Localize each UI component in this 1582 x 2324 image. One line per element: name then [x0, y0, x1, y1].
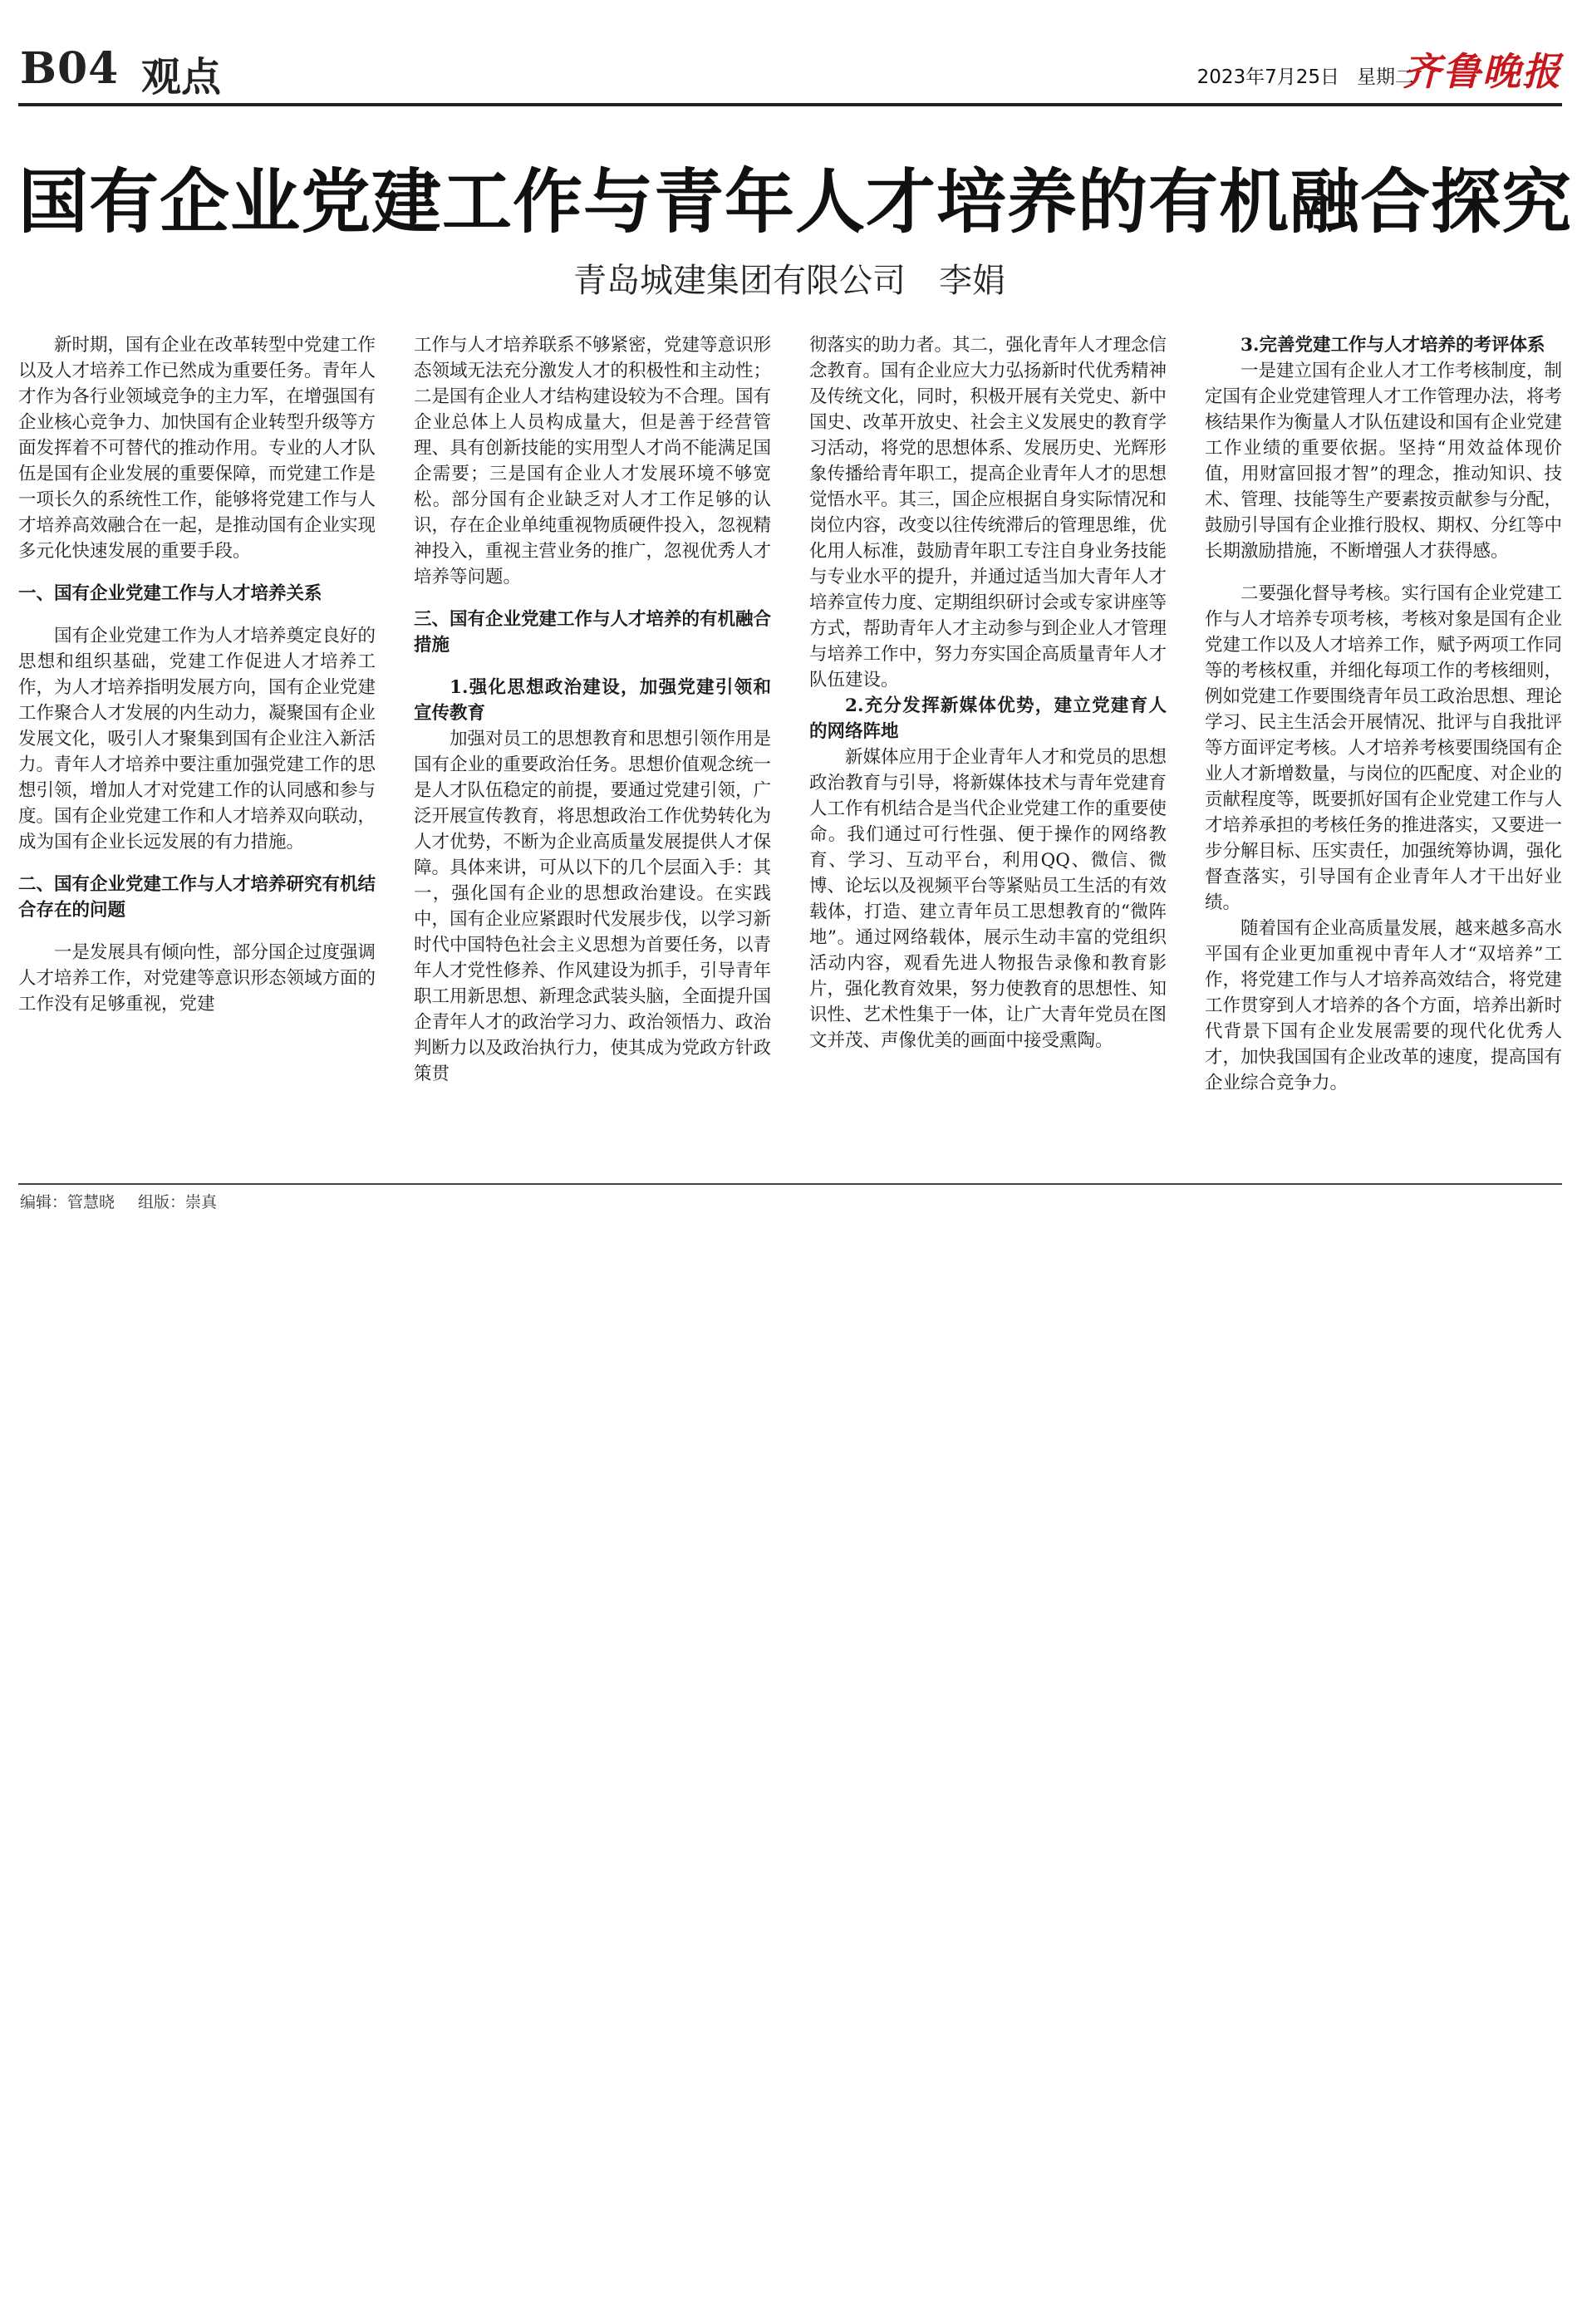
article-byline	[499, 254, 1080, 302]
body-paragraph: 新媒体应用于企业青年人才和党员的思想政治教育与引导，将新媒体技术与青年党建育人工作有机结合是当代企业党建工作的重要使命。我们通过可行性强、便于操作的网络教育、学习、互动平台，利用QQ、微信、微博、论坛以及视频平台等紧贴员工生活的有效载体，打造、建立青年员工思想教育的“微阵地”。通过网络载体，展示生动丰富的党组织活动内容，观看先进人物报告录像和教育影片，强化教育效果，努力使教育的思想性、知识性、艺术性集于一体，让广大青年党员在图文并茂、声像优美的画面中接受熏陶。	[809, 747, 1167, 1051]
footer-rule	[18, 1183, 1562, 1185]
author-name: 李娟	[939, 262, 1005, 300]
body-paragraph: 工作与人才培养联系不够紧密，党建等意识形态领域无法充分激发人才的积极性和主动性；二是国有企业人才结构建设较为不合理。国有企业总体上人员构成量大，但是善于经营管理、具有创新技能的实用型人才尚不能满足国企需要；三是国有企业人才发展环境不够宽松。部分国有企业缺乏对人才工作足够的认识，存在企业单纯重视物质硬件投入，忽视精神投入，重视主营业务的推广，忽视优秀人才培养等问题。	[414, 335, 772, 587]
issue-weekday: 星期二	[1357, 66, 1414, 88]
layout-credit: 组版：崇真	[138, 1193, 218, 1211]
subsection-heading: 2.充分发挥新媒体优势，建立党建育人的网络阵地	[809, 695, 1167, 742]
masthead-logo: 齐鲁晚报	[1403, 49, 1562, 94]
article-column-2	[414, 332, 771, 1087]
body-paragraph: 加强对员工的思想教育和思想引领作用是国有企业的重要政治任务。思想价值观念统一是人才队伍稳定的前提，要通过党建引领，广泛开展宣传教育，将思想政治工作优势转化为人才优势，不断为企业高质量发展提供人才保障。具体来讲，可从以下的几个层面入手：其一，强化国有企业的思想政治建设。在实践中，国有企业应紧跟时代发展步伐，以学习新时代中国特色社会主义思想为首要任务，以青年人才党性修养、作风建设为抓手，引导青年职工用新思想、新理念武装头脑，全面提升国企青年人才的政治学习力、政治领悟力、政治判断力以及政治执行力，使其成为党政方针政策贯	[414, 729, 772, 1084]
paragraph-spacer	[1205, 564, 1562, 581]
article-column-3	[809, 332, 1167, 1054]
section-heading: 三、国有企业党建工作与人才培养的有机融合措施	[414, 609, 772, 656]
subsection-heading: 3.完善党建工作与人才培养的考评体系	[1241, 335, 1545, 356]
page-header	[18, 37, 1562, 103]
page-footer	[20, 1190, 217, 1212]
section-name: 观点	[141, 54, 222, 101]
paragraph-spacer	[414, 590, 771, 607]
page-code: B04	[20, 43, 120, 94]
article-body	[18, 332, 1562, 1163]
header-rule	[18, 103, 1562, 106]
author-organization: 青岛城建集团有限公司	[573, 262, 906, 300]
editor-credit: 编辑：管慧晓	[20, 1193, 115, 1211]
article-column-4	[1205, 332, 1562, 1096]
article-headline: 国有企业党建工作与青年人才培养的有机融合探究	[18, 160, 1573, 243]
paragraph-spacer	[414, 658, 771, 675]
body-paragraph: 随着国有企业高质量发展，越来越多高水平国有企业更加重视中青年人才“双培养”工作，将党建工作与人才培养高效结合，将党建工作贯穿到人才培养的各个方面，培养出新时代背景下国有企业发展需要的现代化优秀人才，加快我国国有企业改革的速度，提高国有企业综合竞争力。	[1205, 918, 1563, 1093]
section-heading: 二、国有企业党建工作与人才培养研究有机结合存在的问题	[18, 874, 376, 921]
paragraph-spacer	[18, 607, 376, 623]
body-paragraph: 二要强化督导考核。实行国有企业党建工作与人才培养专项考核，考核对象是国有企业党建工作以及人才培养工作，赋予两项工作同等的考核权重，并细化每项工作的考核细则，例如党建工作要围绕青年员工政治思想、理论学习、民主生活会开展情况、批评与自我批评等方面评定考核。人才培养考核要围绕国有企业人才新增数量，与岗位的匹配度、对企业的贡献程度等，既要抓好国有企业党建工作与人才培养承担的考核任务的推进落实，又要进一步分解目标、压实责任，加强统筹协调，强化督查落实，引导国有企业青年人才干出好业绩。	[1205, 583, 1563, 913]
section-heading: 一、国有企业党建工作与人才培养关系	[18, 583, 322, 604]
paragraph-spacer	[18, 923, 376, 940]
subsection-heading: 1.强化思想政治建设，加强党建引领和宣传教育	[414, 677, 771, 724]
issue-date: 2023年7月25日	[1196, 66, 1339, 88]
body-paragraph: 新时期，国有企业在改革转型中党建工作以及人才培养工作已然成为重要任务。青年人才作为各行业领域竞争的主力军，在增强国有企业核心竞争力、加快国有企业转型升级等方面发挥着不可替代的推动作用。专业的人才队伍是国有企业发展的重要保障，而党建工作是一项长久的系统性工作，能够将党建工作与人才培养高效融合在一起，是推动国有企业实现多元化快速发展的重要手段。	[18, 335, 376, 562]
body-paragraph: 彻落实的助力者。其二，强化青年人才理念信念教育。国有企业应大力弘扬新时代优秀精神及传统文化，同时，积极开展有关党史、新中国史、改革开放史、社会主义发展史的教育学习活动，将党的思想体系、发展历史、光辉形象传播给青年职工，提高企业青年人才的思想觉悟水平。其三，国企应根据自身实际情况和岗位内容，改变以往传统滞后的管理思维，优化用人标准，鼓励青年职工专注自身业务技能与专业水平的提升，并通过适当加大青年人才培养宣传力度、定期组织研讨会或专家讲座等方式，帮助青年人才主动参与到企业人才管理与培养工作中，努力夯实国企高质量青年人才队伍建设。	[809, 335, 1167, 690]
body-paragraph: 国有企业党建工作为人才培养奠定良好的思想和组织基础，党建工作促进人才培养工作，为人才培养指明发展方向，国有企业党建工作聚合人才发展的内生动力，凝聚国有企业发展文化，吸引人才聚集到国有企业注入新活力。青年人才培养中要注重加强党建工作的思想引领，增加人才对党建工作的认同感和参与度。国有企业党建工作和人才培养双向联动，成为国有企业长远发展的有力措施。	[18, 626, 376, 852]
body-paragraph: 一是发展具有倾向性，部分国企过度强调人才培养工作，对党建等意识形态领域方面的工作没有足够重视，党建	[18, 942, 376, 1015]
paragraph-spacer	[18, 564, 376, 581]
paragraph-spacer	[18, 855, 376, 872]
article-column-1	[18, 332, 376, 1017]
body-paragraph: 一是建立国有企业人才工作考核制度，制定国有企业党建管理人才工作管理办法，将考核结果作为衡量人才队伍建设和国有企业党建工作业绩的重要依据。坚持“用效益体现价值，用财富回报才智”的理念，推动知识、技术、管理、技能等生产要素按贡献参与分配，鼓励引导国有企业推行股权、期权、分红等中长期激励措施，不断增强人才获得感。	[1205, 361, 1563, 562]
